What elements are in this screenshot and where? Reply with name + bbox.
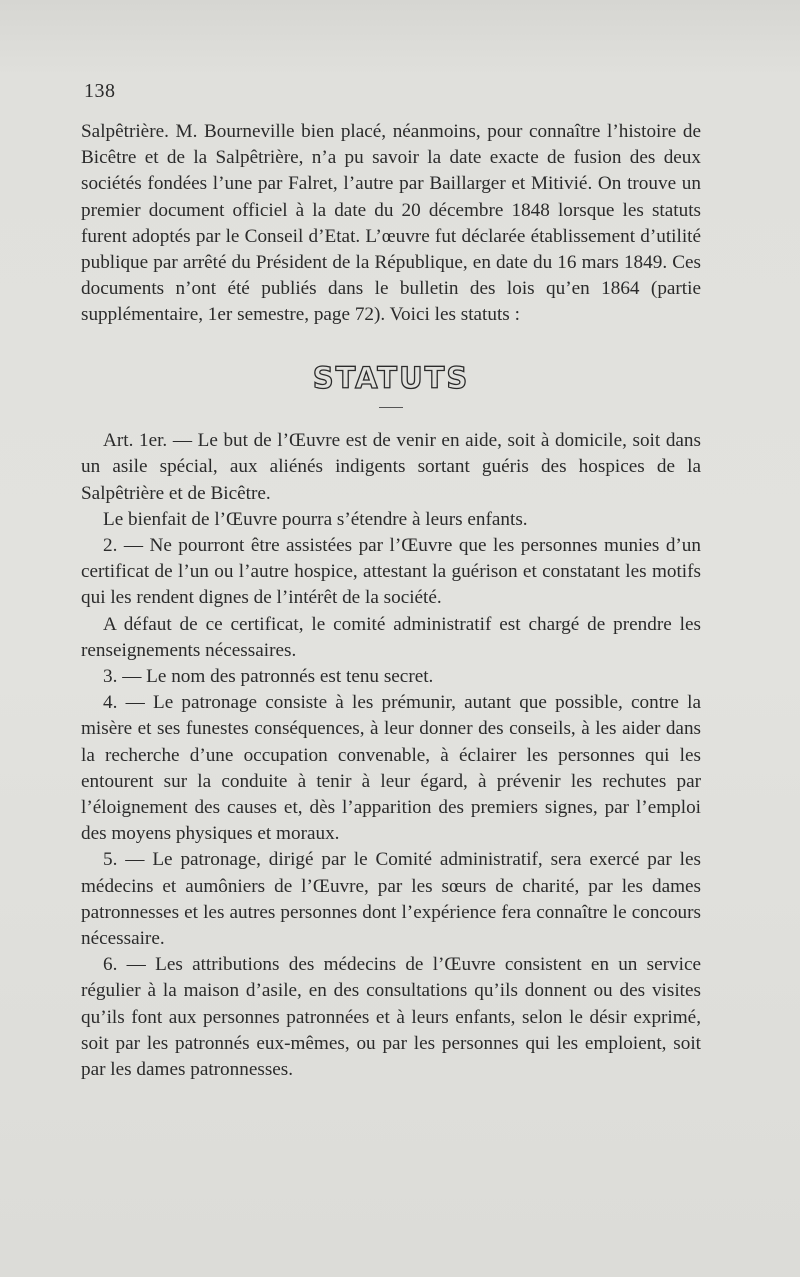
- section-heading: STATUTS: [312, 360, 470, 395]
- article-paragraph: 2. — Ne pourront être assistées par l’Œuvre que les personnes munies d’un certificat de l’un ou l’autre hospice, attestant la guérison et constatant les motifs qui les rendent dignes de l’intérêt de la société.: [81, 534, 701, 609]
- heading-rule: [379, 407, 403, 409]
- page-number: 138: [84, 80, 116, 102]
- article-paragraph: 3. — Le nom des patronnés est tenu secret.: [103, 665, 434, 687]
- article-paragraph: 5. — Le patronage, dirigé par le Comité administratif, sera exercé par les médecins et aumôniers de l’Œuvre, par les sœurs de charité, par les dames patronnesses et les autres personnes dont l’expérience fera connaître le concours nécessaire.: [81, 849, 701, 949]
- article-paragraph: Le bienfait de l’Œuvre pourra s’étendre à leurs enfants.: [103, 508, 528, 530]
- article-paragraph: A défaut de ce certificat, le comité administratif est chargé de prendre les renseignements nécessaires.: [81, 613, 701, 661]
- intro-paragraph: Salpêtrière. M. Bourneville bien placé, néanmoins, pour connaître l’histoire de Bicêtre et de la Salpêtrière, n’a pu savoir la date exacte de fusion des deux sociétés fondées l’une par Falret, l’autre par Baillarger et Mitivié. On trouve un premier document officiel à la date du 20 décembre 1848 lorsque les statuts furent adoptés par le Conseil d’Etat. L’œuvre fut déclarée établissement d’utilité publique par arrêté du Président de la République, en date du 16 mars 1849. Ces documents n’ont été publiés dans le bulletin des lois qu’en 1864 (partie supplémentaire, 1er semestre, page 72). Voici les statuts :: [81, 121, 701, 326]
- article-paragraph: 4. — Le patronage consiste à les prémunir, autant que possible, contre la misère et ses funestes conséquences, à leur donner des conseils, à les aider dans la recherche d’une occupation convenable, à éclairer les personnes qui les entourent sur la conduite à tenir à leur égard, à prévenir les rechutes par l’éloignement des causes et, dès l’apparition des premiers signes, par l’emploi des moyens physiques et moraux.: [81, 692, 701, 845]
- article-paragraph: Art. 1er. — Le but de l’Œuvre est de venir en aide, soit à domicile, soit dans un asile spécial, aux aliénés indigents sortant guéris des hospices de la Salpêtrière et de Bicêtre.: [81, 430, 701, 504]
- article-paragraph: 6. — Les attributions des médecins de l’Œuvre consistent en un service régulier à la maison d’asile, en des consultations qu’ils donnent ou des visites qu’ils font aux personnes patronnées et à leurs enfants, selon le désir exprimé, soit par les patronnés eux-mêmes, ou par les personnes qui les emploient, soit par les dames patronnesses.: [81, 954, 701, 1080]
- body-text: [81, 119, 701, 1083]
